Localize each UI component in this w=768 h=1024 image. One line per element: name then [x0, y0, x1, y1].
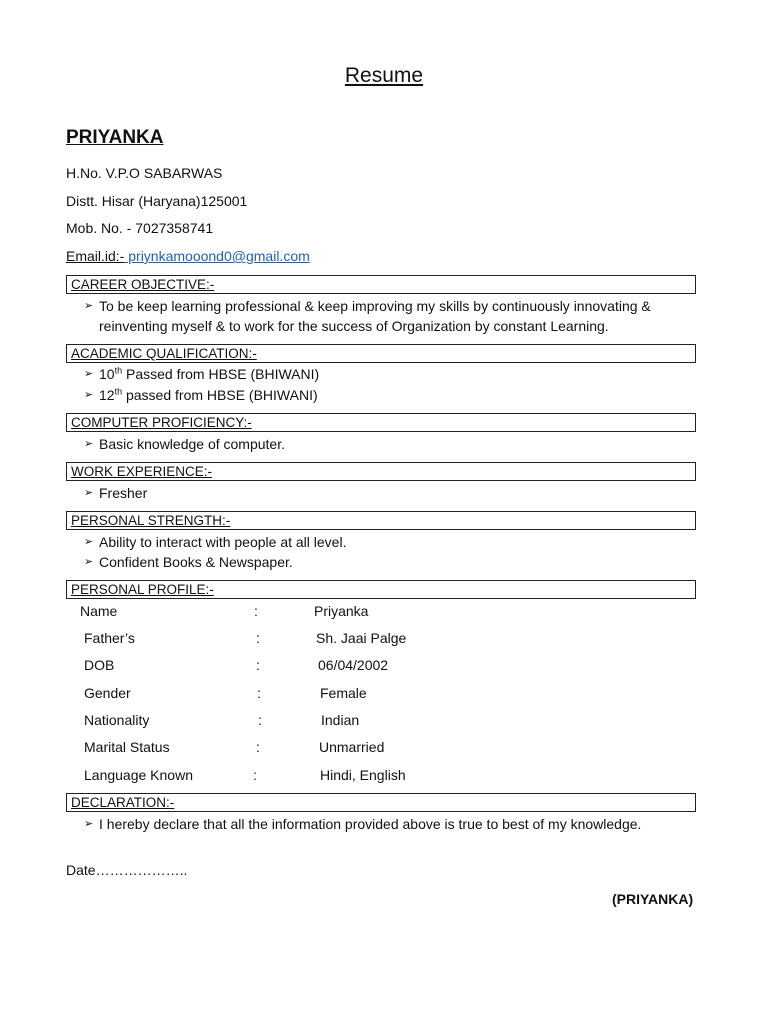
career-objective-item: ➢ To be keep learning professional & keep improving my skills by continuously innovating & reinventing myself & to work for the success of Organization by constant Learning.: [84, 298, 651, 334]
profile-row: Language Known : Hindi, English: [84, 767, 406, 783]
career-objective-heading: CAREER OBJECTIVE:-: [66, 275, 696, 294]
strength-item: ➢ Confident Books & Newspaper.: [84, 554, 293, 570]
profile-row: Marital Status : Unmarried: [84, 739, 385, 755]
arrow-bullet-icon: ➢: [84, 487, 94, 499]
personal-profile-heading: PERSONAL PROFILE:-: [66, 580, 696, 599]
arrow-bullet-icon: ➢: [84, 368, 94, 380]
email-line: [66, 248, 310, 264]
academic-qualification-heading: ACADEMIC QUALIFICATION:-: [66, 344, 696, 363]
signature: (PRIYANKA): [612, 891, 694, 907]
computer-item: ➢ Basic knowledge of computer.: [84, 436, 285, 452]
work-item: ➢ Fresher: [84, 485, 148, 501]
address-line-2: Distt. Hisar (Haryana)125001: [66, 193, 248, 209]
arrow-bullet-icon: ➢: [84, 556, 94, 568]
arrow-bullet-icon: ➢: [84, 389, 94, 401]
arrow-bullet-icon: ➢: [84, 438, 94, 450]
mobile-number: Mob. No. - 7027358741: [66, 220, 214, 236]
date-line: Date………………..: [66, 862, 188, 878]
candidate-name: PRIYANKA: [66, 127, 164, 148]
arrow-bullet-icon: ➢: [84, 818, 94, 830]
strength-item: ➢ Ability to interact with people at all level.: [84, 534, 347, 550]
computer-proficiency-heading: COMPUTER PROFICIENCY:-: [66, 413, 696, 432]
page-title: Resume: [344, 64, 424, 87]
email-link[interactable]: priynkamooond0@gmail.com: [124, 248, 310, 264]
declaration-item: ➢ I hereby declare that all the information provided above is true to best of my knowledge.: [84, 816, 642, 832]
academic-item: ➢ 10th Passed from HBSE (BHIWANI): [84, 365, 320, 382]
arrow-bullet-icon: ➢: [84, 536, 94, 548]
profile-row: Gender : Female: [84, 685, 367, 701]
profile-row: Name : Priyanka: [80, 603, 369, 619]
academic-item: ➢ 12th passed from HBSE (BHIWANI): [84, 386, 318, 403]
arrow-bullet-icon: ➢: [84, 300, 94, 312]
declaration-heading: DECLARATION:-: [66, 793, 696, 812]
profile-row: Father’s : Sh. Jaai Palge: [84, 630, 407, 646]
personal-strength-heading: PERSONAL STRENGTH:-: [66, 511, 696, 530]
address-line-1: H.No. V.P.O SABARWAS: [66, 165, 223, 181]
email-label: Email.id:-: [66, 248, 125, 264]
work-experience-heading: WORK EXPERIENCE:-: [66, 462, 696, 481]
profile-row: Nationality : Indian: [84, 712, 360, 728]
profile-row: DOB : 06/04/2002: [84, 657, 389, 673]
